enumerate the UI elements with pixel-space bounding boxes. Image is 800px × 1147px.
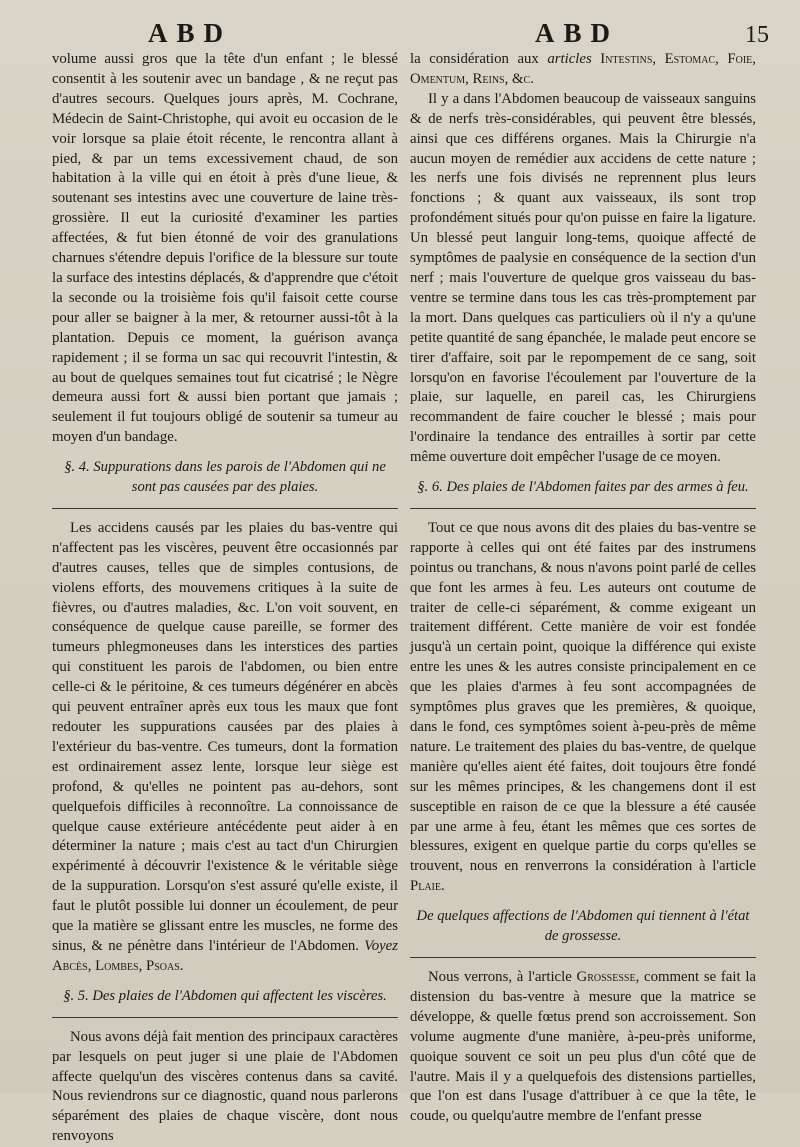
section-4-heading: §. 4. Suppurations dans les parois de l'Abdomen qui ne sont pas causées par des plaies. (64, 459, 386, 496)
section-rule (410, 957, 756, 958)
paragraph-vessels: Il y a dans l'Abdomen beaucoup de vaisseaux sanguins & de nerfs très-considérables, qui peuvent être blessés, ainsi que ces différens organes. Mais la Chirurgie n'a aucun moyen de remédier aux accidens de cette nature ; les nerfs une fois divisés ne reprennent plus leurs fonctions ; & quant aux vaisseaux, ils sont trop profondément situés pour qu'on puisse en faire la ligature. Un blessé peut languir long-tems, quoique affecté de symptômes de paalysie en conséquence de la section d'un nerf ; mais l'ouverture de quelque gros vaisseau du bas-ventre se termine dans tous les cas très-promptement par la mort. Dans quelques cas particuliers où il n'y a qu'une petite quantité de sang épanchée, le malade peut encore se tirer d'affaire, soit par le repompement de ce sang, soit lorsqu'on en favorise l'écoulement par l'ouverture de la plaie, sur laquelle, en pareil cas, les Chirurgiens recommandent de faire coucher le blessé ; mais pour l'ordinaire la tendance des entrailles à sortir par cette même ouverture doit empêcher l'usage de ce moyen. (410, 90, 756, 466)
paragraph-suppurations-text: Les accidens causés par les plaies du bas-ventre qui n'affectent pas les viscères, peuvent être occasionnés par d'autres causes, telles que de simples contusions, de violens efforts, des mouvemens critiques à la suite de fièvres, ou d'autres maladies, &c. L'on voit souvent, en conséquence de quelque cause pareille, se former des tumeurs phlegmoneuses dans les interstices des parties qui constituent les parois de l'abdomen, ou bien entre celle-ci & le péritoine, & ces tumeurs dégénérer en abcès qui peuvent entraîner après eux tous les maux que font redouter les suppurations causées par des plaies à l'extérieur du bas-ventre. Ces tumeurs, dont la formation est ordinairement assez lente, lorsque leur siège est profond, & qu'elles ne pointent pas au-dehors, sont quelquefois difficiles à reconnoître. La connoissance de quelque cause extérieure antécédente peut aider à en déterminer la nature ; mais c'est au tact d'un Chirurgien expérimenté à découvrir l'existence & le véritable siège de la suppuration. Lorsqu'on s'est assuré qu'elle existe, il faut le plutôt possible lui donner un écoulement, de peur que la matière se glissant entre les muscles, ne forme des sinus, & ne pénètre dans l'intérieur de l'Abdomen. (52, 519, 398, 954)
cross-reference-grossesse: Grossesse, (576, 968, 640, 985)
paragraph-pregnancy-lead: Nous verrons, à l'article (428, 968, 572, 985)
cross-references: Intestins, Estomac, Foie, Omentum, Reins, &c. (410, 51, 756, 87)
paragraph-suppurations (52, 519, 398, 977)
section-pregnancy-heading: De quelques affections de l'Abdomen qui tiennent à l'état de grossesse. (416, 908, 750, 945)
voyez-lead: Voyez (364, 937, 398, 954)
cross-reference-plaie: Plaie. (410, 878, 445, 895)
left-column (52, 50, 398, 1147)
right-column (410, 50, 756, 1127)
running-head-right: ABD (535, 18, 620, 48)
section-5-heading: §. 5. Des plaies de l'Abdomen qui affectent les viscères. (63, 987, 387, 1004)
paragraph-pregnancy-text: comment se fait la distension du bas-ventre à mesure que la matrice se développe, & quelle fœtus prend son accroissement. Son volume augmente d'une manière, à-peu-près uniforme, quoique souvent ce soit un peu plus d'un côté que de l'autre. Mais il y a quelquefois des distensions partielles, que l'on est dans l'usage d'attribuer à ce que la tête, le coude, ou quelqu'autre membre de l'enfant presse (410, 968, 756, 1125)
running-head-left: ABD (148, 18, 233, 48)
section-rule (52, 508, 398, 509)
paragraph-viscera: Nous avons déjà fait mention des principaux caractères par lesquels on peut juger si une plaie de l'Abdomen affecte quelqu'un des viscères contenus dans sa cavité. Nous reviendrons sur ce diagnostic, quand nous parlerons séparément des plaies de chaque viscère, dont nous renvoyons (52, 1028, 398, 1145)
paragraph-continued: volume aussi gros que la tête d'un enfant ; le blessé consentit à les soutenir avec un bandage , & ne reçut pas d'autres secours. Quelques jours après, M. Cochrane, Médecin de Saint-Christophe, qui avoit eu occasion de le voir lorsque sa plaie étoit récente, le rencontra allant à pied, & par un tems excessivement chaud, de son habitation à la ville qui en étoit à près d'une lieue, & soutenant ses intestins avec une couverture de laine très-grossière. Il eut la curiosité d'examiner les parties affectées, & fut bien étonné de voir des granulations charnues s'étendre depuis l'orifice de la blessure sur toute la surface des intestins déplacés, & d'apprendre que c'étoit la seconde ou la troisième fois qu'il faisoit cette course pour aller se baigner à la mer, & retourner aussi-tôt à la plantation. Depuis ce moment, la guérison avança rapidement ; il se forma un sac qui recouvrit l'intestin, & au bout de quelques semaines tout fut cicatrisé ; le Nègre demeura aussi fort & aussi bien portant que jamais ; seulement il fut toujours obligé de soutenir sa tumeur au moyen d'un bandage. (52, 51, 398, 446)
continued-text: la considération aux (410, 51, 539, 67)
section-rule (52, 1017, 398, 1018)
section-rule (410, 508, 756, 509)
paragraph-pregnancy (410, 968, 756, 1127)
paragraph-continued (410, 50, 756, 90)
paragraph-firearms (410, 519, 756, 897)
paragraph-firearms-text: Tout ce que nous avons dit des plaies du bas-ventre se rapporte à celles qui ont été faites par des instrumens pointus ou tranchans, & nous n'avons point parlé de celles que font les armes à feu. Les auteurs ont coutume de traiter de celle-ci séparément, & comme exigeant un traitement différent. Cette manière de voir est fondée jusqu'à un certain point, quoique la différence qui existe entre les unes & les autres consiste principalement en ce que les plaies d'armes à feu sont accompagnées de symptômes plus graves que les premières, & quoique, dans le fond, ces symptômes soient à-peu-près de même nature. Le traitement des plaies du bas-ventre, de quelque manière qu'elles aient été faites, doit toujours être fondé sur les mêmes principes, & les changemens dont il est susceptible en raison de ce que la blessure a été causée par une arme à feu, étant les mêmes que ces sortes de blessures, exigent en quelque partie du corps qu'elles se trouvent, nous en renverrons la considération à l'article (410, 519, 756, 875)
cross-references: Abcès, Lombes, Psoas. (52, 957, 184, 974)
page-number: 15 (745, 22, 769, 48)
articles-word: articles (547, 51, 592, 67)
section-6-heading: §. 6. Des plaies de l'Abdomen faites par des armes à feu. (417, 479, 749, 496)
